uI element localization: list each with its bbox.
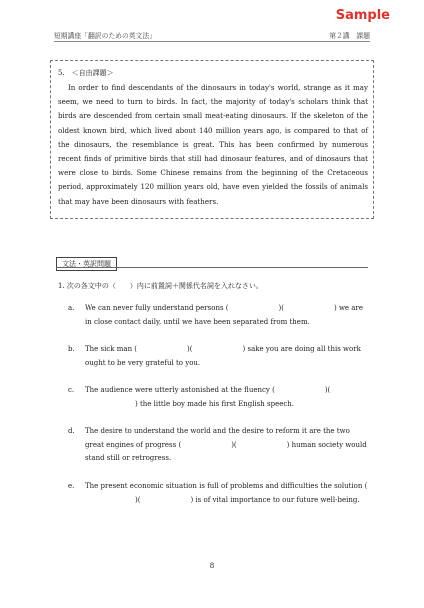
item-text xyxy=(85,302,368,329)
item-text-part: ) the little boy made his first English speech. xyxy=(135,399,295,408)
passage-text: In order to find descendants of the dinosaurs in today's world, strange as it may seem, we need to turn to birds. In fact, the majority of today's scholars think that birds are descended from certain small meat-eating dinosaurs. If the skeleton of the oldest known bird, which lived about 140 million years ago, is compared to that of the dinosaurs, the resemblance is great. This has been confirmed by numerous recent finds of primitive birds that still had dinosaur features, and of dinosaurs that were close to birds. Some Chinese remains from the beginning of the Cretaceous period, approximately 120 million years old, have even yielded the fossils of animals that may have been dinosaurs with feathers. xyxy=(58,83,368,206)
item-letter: e. xyxy=(68,482,75,490)
item-text xyxy=(85,425,368,466)
item-letter: c. xyxy=(68,386,75,394)
item-text-part: We can never fully understand persons ( xyxy=(85,304,229,312)
lesson-label: 第２講 課題 xyxy=(329,32,370,40)
item-text-part: )( xyxy=(278,304,284,312)
item-text-part: ) human society would stand still or retrogress. xyxy=(85,440,367,462)
item-letter: b. xyxy=(68,345,75,353)
item-text-part: )( xyxy=(135,495,141,504)
item-b xyxy=(68,343,368,370)
item-text-part: )( xyxy=(231,440,237,449)
item-text-part: ) we are in close contact daily, until we have been separated from them. xyxy=(85,304,363,326)
section-divider xyxy=(56,267,368,268)
item-text xyxy=(85,384,368,411)
section-label: 文法・英訳問題 xyxy=(56,257,117,271)
item-text-part: The desire to understand the world and the desire to reform it are the two great engines of progress ( xyxy=(85,427,350,449)
item-text xyxy=(85,480,368,507)
item-e xyxy=(68,480,368,507)
item-text-part: The present economic situation is full of problems and difficulties the solution ( xyxy=(85,482,368,490)
item-text xyxy=(85,343,368,370)
item-letter: a. xyxy=(68,304,75,312)
sample-watermark: Sample xyxy=(335,8,390,23)
item-text-part: The audience were utterly astonished at the fluency ( xyxy=(85,386,275,394)
item-text-part: ) is of vital importance to our future well-being. xyxy=(190,495,360,504)
item-a xyxy=(68,302,368,329)
item-text-part: ) sake you are doing all this work ought to be very grateful to you. xyxy=(85,345,361,367)
item-letter: d. xyxy=(68,427,75,435)
header-divider xyxy=(54,41,370,42)
item-text-part: )( xyxy=(324,386,331,394)
item-c xyxy=(68,384,368,411)
page-number: 8 xyxy=(209,562,215,570)
item-text-part: )( xyxy=(187,345,193,353)
item-text-part: The sick man ( xyxy=(85,345,138,353)
instruction: 1. 次の各文中の（ ）内に前置詞＋関係代名詞を入れなさい。 xyxy=(58,282,263,290)
item-d xyxy=(68,425,368,466)
course-title: 短期講座「翻訳のための英文法」 xyxy=(54,32,156,40)
question-5-label: 5. ＜自由課題＞ xyxy=(58,69,114,77)
